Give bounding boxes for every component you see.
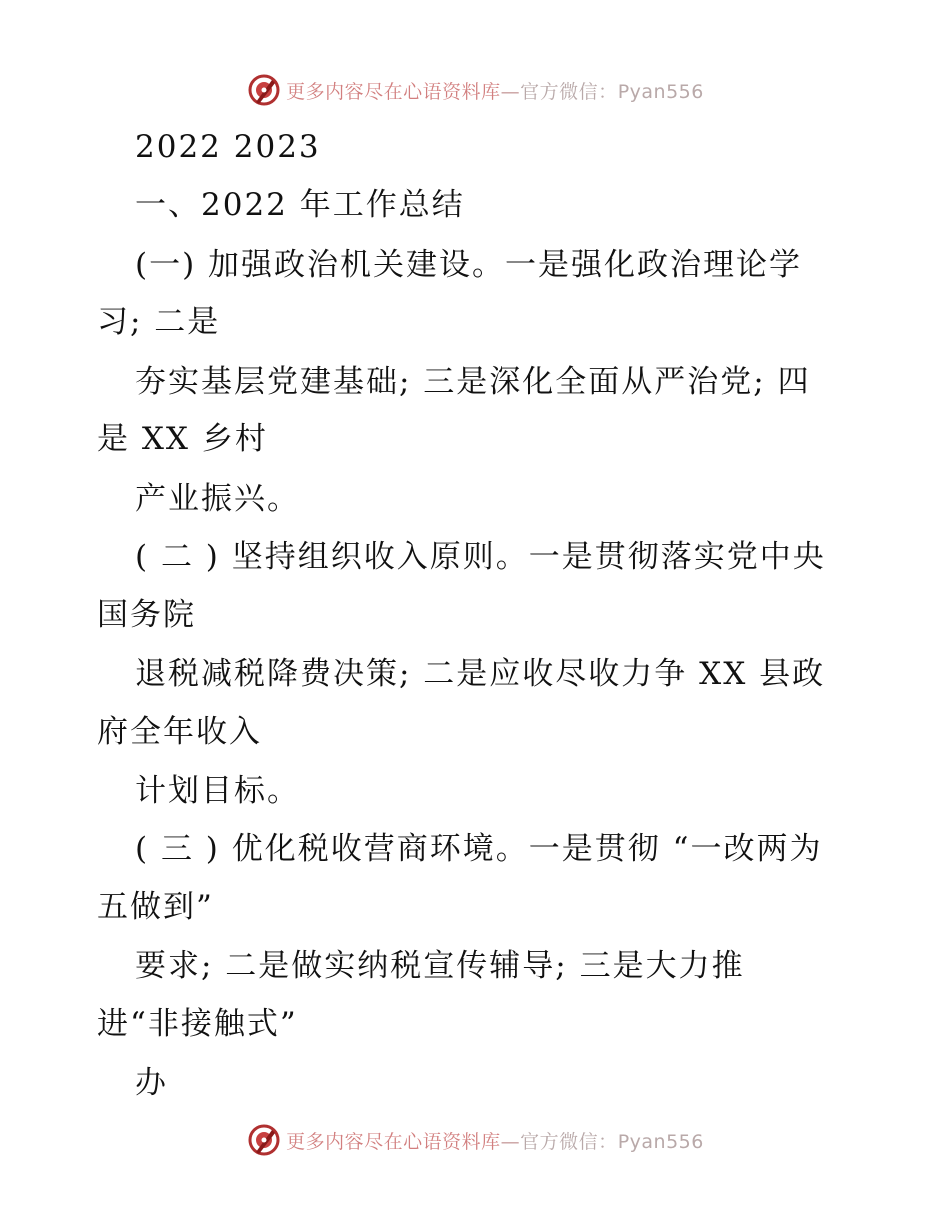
doc-line: 退税减税降费决策; 二是应收尽收力争 XX 县政 [135, 656, 826, 692]
doc-line: 夯实基层党建基础; 三是深化全面从严治党; 四 [135, 364, 811, 400]
banner-separator: — [500, 80, 521, 103]
doc-line: 是 XX 乡村 [97, 421, 268, 457]
header-banner [0, 70, 950, 110]
doc-line: (一) 加强政治机关建设。一是强化政治理论学 [135, 247, 803, 283]
doc-line: ( 三 ) 优化税收营商环境。一是贯彻 “一改两为 [135, 831, 823, 867]
banner-separator: — [500, 1130, 521, 1153]
banner-brand: 更多内容尽在心语资料库 [286, 1130, 501, 1153]
banner-brand: 更多内容尽在心语资料库 [286, 80, 501, 103]
doc-line: 要求; 二是做实纳税宣传辅导; 三是大力推 [135, 948, 745, 984]
banner-wechat-id: Pyan556 [617, 1130, 704, 1153]
banner-wechat-label: 官方微信： [520, 1130, 618, 1153]
doc-line: ( 二 ) 坚持组织收入原则。一是贯彻落实党中央 [135, 539, 826, 575]
footer-banner [0, 1120, 950, 1160]
banner-wechat-id: Pyan556 [617, 80, 704, 103]
doc-line: 2022 2023 [135, 129, 321, 165]
pen-logo-icon [246, 72, 282, 108]
doc-line: 产业振兴。 [135, 481, 300, 517]
doc-line: 进“非接触式” [97, 1006, 298, 1042]
banner-wechat-label: 官方微信： [520, 80, 618, 103]
doc-line: 计划目标。 [135, 773, 300, 809]
doc-line: 府全年收入 [97, 714, 262, 750]
section-heading: 一、2022 年工作总结 [135, 187, 465, 223]
doc-line: 办 [135, 1065, 168, 1101]
pen-logo-icon [246, 1122, 282, 1158]
doc-line: 习; 二是 [97, 304, 221, 340]
doc-line: 五做到” [97, 889, 214, 925]
doc-line: 国务院 [97, 597, 196, 633]
